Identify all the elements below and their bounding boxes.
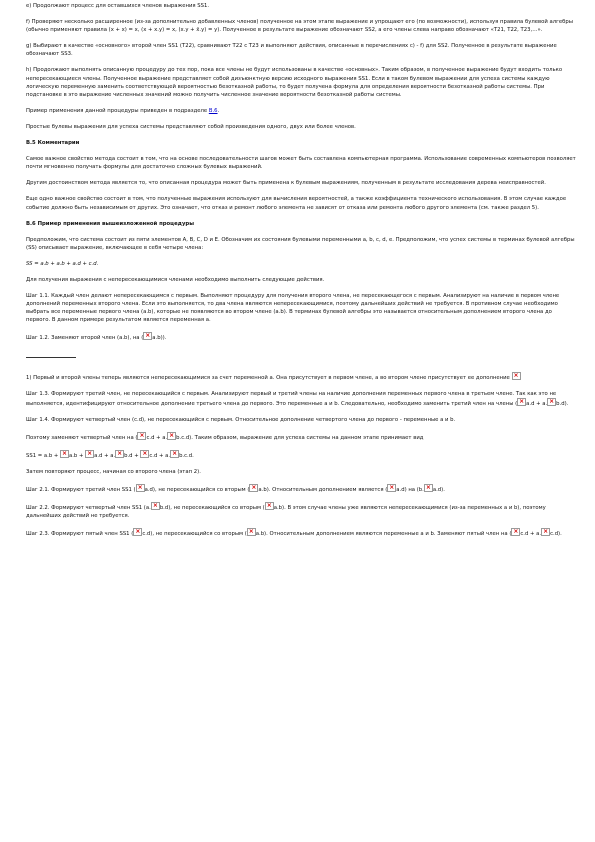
section-b6-link[interactable]: B.6 bbox=[208, 107, 218, 114]
footnote-text: 1) Первый и второй члены теперь являются непересекающимися за счет переменной a. Она присутствует в первом члене, а во втором члене присутствует ее дополнение bbox=[26, 374, 510, 381]
step-2-3-text: Шаг 2.3. Формируют пятый член SS1 ( bbox=[26, 531, 134, 538]
footnote bbox=[26, 372, 577, 382]
broken-image-icon bbox=[140, 450, 149, 458]
step-2-1-mid3: a.d) на (b. bbox=[396, 487, 424, 494]
replace-text: Поэтому заменяют четвертый член на ( bbox=[26, 434, 138, 441]
step-1-1: Шаг 1.1. Каждый член делают непересекающимся с первым. Выполняют процедуру для получения второго члена, не пересекающегося с первым. Анализируют на наличие в первом члене дополнений переменных второго члена. Если это выполняется, то два члена являются непересекающимися, поэтому дальнейших действий не требуется. В противном случае необходимо выбрать все переменные первого члена (a.b), которые не появляются во втором члене (a.b). В терминах булевой алгебры это называется относительным дополнением второго члена до первого. В данном примере результатом является переменная a. bbox=[26, 293, 560, 324]
section-b6-heading: B.6 Пример применения вышеизложенной процедуры bbox=[26, 220, 194, 227]
step-2-3-mid2: a.b). Относительным дополнением являются переменные a и b. Заменяют пятый член на ( bbox=[255, 531, 512, 538]
broken-image-icon bbox=[60, 450, 69, 458]
repeat-process: Затем повторяют процесс, начиная со второго члена (этап 2). bbox=[26, 469, 201, 476]
replace-mid1: c.d + a. bbox=[146, 434, 168, 441]
step-1-3-mid1: a.d + a. bbox=[526, 400, 548, 407]
step-2-3-mid1: c.d), не пересекающийся со вторым ( bbox=[142, 531, 247, 538]
paragraph-e: e) Продолжают процесс для оставшихся членов выражения SS1. bbox=[26, 3, 210, 9]
broken-image-icon bbox=[167, 432, 176, 440]
step-1-3-text: Шаг 1.3. Формируют третий член, не пересекающийся с первым. Анализируют первый и третий члены на наличие дополнения переменных первого члена в третьем члене. Так как это не выполняется, идентифицируют относительное дополнение третьего члена до первого. Это переменные a и b. Следовательно, необходимо заменить третий член на члены ( bbox=[26, 390, 557, 407]
broken-image-icon bbox=[512, 372, 521, 380]
broken-image-icon bbox=[133, 528, 142, 536]
ss1-term-1: a.b + bbox=[69, 453, 86, 459]
paragraph-h: h) Продолжают выполнять описанную процедуру до тех пор, пока все члены не будут использованы в качестве «основных». Таким образом, в полученное выражение будут входить только непересекающиеся члены. Полученное выражение представляет собой дизъюнктную версию исходного выражения SS1. Если в таком булевом выражении для успеха системы каждую логическую переменную заменить соответствующей вероятностью безотказной работы, то будет получена формула для определения вероятности безотказной работы системы. При подстановке в это выражение численных значений можно получить численное значение вероятности безотказной работы системы. bbox=[26, 67, 563, 98]
broken-image-icon bbox=[115, 450, 124, 458]
step-2-1-text: Шаг 2.1. Формируют третий член SS1 ( bbox=[26, 487, 136, 494]
step-1-4: Шаг 1.4. Формируют четвертый член (c.d), не пересекающийся с первым. Относительное дополнение четвертого члена до первого - переменные a и b. bbox=[26, 416, 456, 423]
step-2-2-text: Шаг 2.2. Формируют четвертый член SS1 (a. bbox=[26, 505, 151, 512]
ss1-term-5: b.c.d. bbox=[179, 453, 194, 459]
b5-paragraph-2: Другим достоинством метода является то, что описанная процедура может быть применена к булевым выражениям, полученным в результате исследования дерева неисправностей. bbox=[26, 180, 546, 187]
broken-image-icon bbox=[387, 484, 396, 492]
broken-image-icon bbox=[85, 450, 94, 458]
broken-image-icon bbox=[547, 398, 556, 406]
step-2-1-mid4: a.d). bbox=[432, 487, 445, 494]
ss1-term-4: c.d + a. bbox=[149, 453, 171, 459]
replace-mid2: b.c.d). Таким образом, выражение для успеха системы на данном этапе принимает вид bbox=[176, 434, 424, 441]
replace-fourth-term bbox=[26, 432, 577, 442]
simple-expressions-note: Простые булевы выражения для успеха системы представляют собой произведения одного, двух или более членов. bbox=[26, 123, 356, 130]
broken-image-icon bbox=[249, 484, 258, 492]
broken-image-icon bbox=[170, 450, 179, 458]
b6-followup: Для получения выражения с непересекающимися членами необходимо выполнить следующие действия. bbox=[26, 276, 325, 283]
paragraph-g: g) Выбирают в качестве «основного» второй член SS1 (T22), сравнивают T22 с T23 и выполняют действия, описанные в перечислениях c) - f) для SS2. Полученное в результате выражение обозначают SS3. bbox=[26, 43, 557, 58]
broken-image-icon bbox=[137, 432, 146, 440]
broken-image-icon bbox=[247, 528, 256, 536]
step-1-2 bbox=[26, 332, 577, 342]
ss1-term-2: a.d + a. bbox=[94, 453, 116, 459]
step-1-3-mid2: b.d). bbox=[556, 400, 569, 407]
broken-image-icon bbox=[136, 484, 145, 492]
broken-image-icon bbox=[151, 502, 160, 510]
footnote-divider bbox=[26, 357, 76, 358]
ss1-formula bbox=[26, 450, 577, 460]
broken-image-icon bbox=[541, 528, 550, 536]
step-1-3 bbox=[26, 390, 577, 408]
ss-formula: SS = a.b + a.b + a.d + c.d. bbox=[26, 260, 99, 267]
step-2-2 bbox=[26, 502, 577, 520]
broken-image-icon bbox=[265, 502, 274, 510]
step-2-3-mid3: c.d + a. bbox=[520, 531, 542, 538]
b6-intro: Предположим, что система состоит из пяти элементов A, B, C, D и E. Обозначим их состояния булевыми переменными a, b, c, d, e. Предположим, что успех системы в терминах булевой алгебры (SS) описывает выражение, включающее в себя четыре члена: bbox=[26, 236, 575, 251]
step-1-2-text: Шаг 1.2. Заменяют второй член (a.b), на ( bbox=[26, 335, 144, 342]
paragraph-f: f) Проверяют несколько расширенное (из-за дополнительно добавленных членов) полученное на этом этапе выражение и упрощают его (по возможности), используя правила булевой алгебры (обычно применяют правила (x + x) = x, (x + x.y) = x, (x.y + x̄.y) = y). Полученное в результате выражение обозначают SS2, а его члены слева направо обозначают «T21, T22, T23,…». bbox=[26, 19, 573, 34]
step-2-2-mid2: a.b). В этом случае члены уже являются непересекающимися (из-за переменных a и b), поэтому дальнейших действий не требуется. bbox=[26, 505, 546, 520]
ss1-label: SS1 = a.b + bbox=[26, 453, 60, 459]
step-2-3-mid4: c.d). bbox=[550, 531, 562, 538]
broken-image-icon bbox=[143, 332, 152, 340]
step-2-1 bbox=[26, 484, 577, 494]
broken-image-icon bbox=[517, 398, 526, 406]
broken-image-icon bbox=[511, 528, 520, 536]
step-2-1-mid2: a.b). Относительным дополнением является ( bbox=[258, 487, 388, 494]
example-reference-text: Пример применения данной процедуры приведен в подразделе bbox=[26, 107, 209, 114]
step-1-2-end: a.b)). bbox=[152, 335, 167, 342]
broken-image-icon bbox=[424, 484, 433, 492]
example-reference bbox=[26, 107, 577, 115]
b5-paragraph-3: Еще одно важное свойство состоит в том, что полученные выражения используют для вычисления вероятностей, а также коэффициента технического использования. В этом случае каждое событие должно быть независимым от других. Это означает, что отказ и ремонт любого элемента не зависят от отказа или ремонта любого другого элемента (см. также раздел 5). bbox=[26, 196, 567, 211]
step-2-1-mid1: a.d), не пересекающийся со вторым ( bbox=[144, 487, 250, 494]
ss1-term-3: b.d + bbox=[124, 453, 141, 459]
step-2-2-mid1: b.d), не пересекающийся со вторым ( bbox=[159, 505, 265, 512]
section-b5-heading: B.5 Комментарии bbox=[26, 140, 80, 147]
example-reference-end: . bbox=[217, 107, 220, 114]
b5-paragraph-1: Самое важное свойство метода состоит в том, что на основе последовательности шагов может быть составлена компьютерная программа. Использование современных компьютеров позволяет почти мгновенно получать формулы для достаточно сложных булевых выражений. bbox=[26, 156, 576, 171]
step-2-3 bbox=[26, 528, 577, 538]
